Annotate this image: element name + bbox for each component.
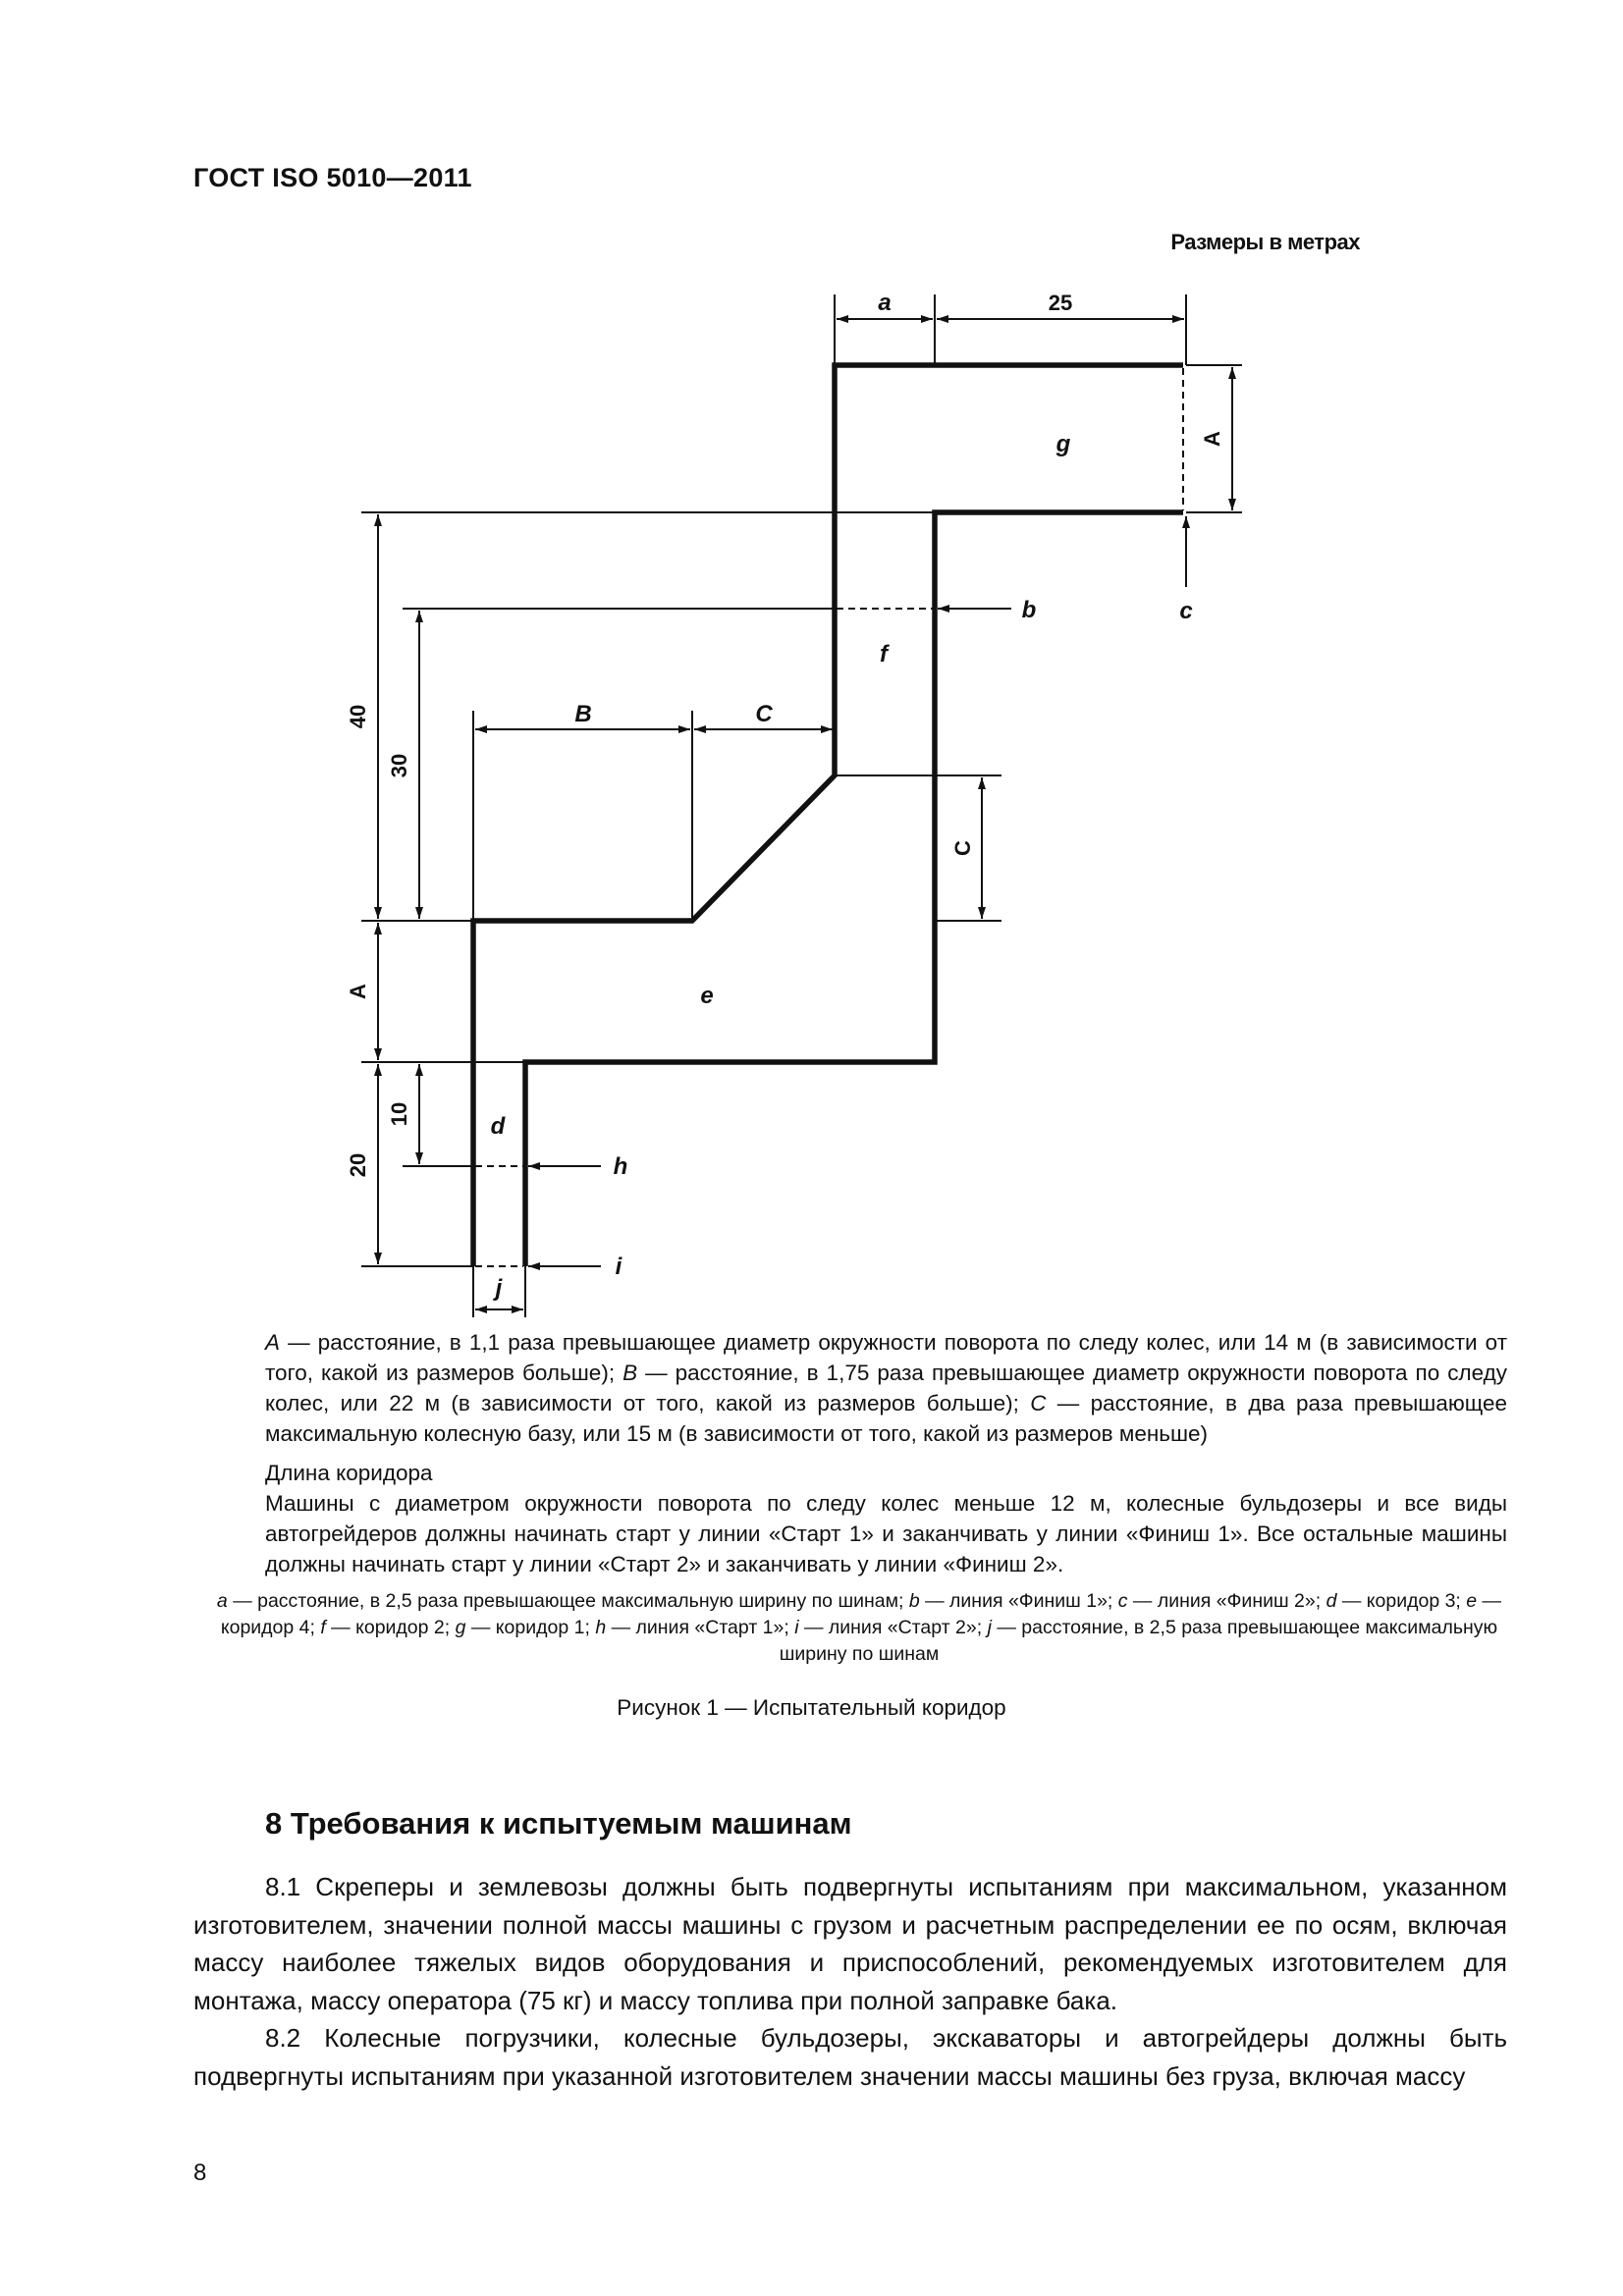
legend-var-B: B <box>622 1361 638 1385</box>
legend-text-B: — расстояние, в 1,75 раза превышающее диаметр окружности поворота по следу колес, или 22 м (в зависимости от того, какой из размеров больше); <box>265 1361 1507 1415</box>
label-d-corridor-3: d <box>490 1113 506 1140</box>
label-g-corridor-1: g <box>1055 431 1071 457</box>
key-text-e: — коридор 4; <box>220 1590 1502 1638</box>
key-var-j: j <box>987 1617 992 1638</box>
dimension-lines <box>378 319 1232 1309</box>
dim-label-B: B <box>574 701 592 727</box>
key-var-h: h <box>595 1617 607 1638</box>
dim-label-A-left: A <box>346 984 370 999</box>
key-var-a: a <box>216 1590 228 1612</box>
dim-label-25: 25 <box>1048 291 1073 315</box>
dim-label-40: 40 <box>346 704 370 729</box>
key-text-d: — коридор 3; <box>1336 1590 1467 1612</box>
figure-keys <box>211 1588 1507 1668</box>
legend-text-C: — расстояние, в два раза превышающее максимальную колесную базу, или 15 м (в зависимости от того, какой из размеров меньше) <box>265 1391 1507 1446</box>
section-title: 8 Требования к испытуемым машинам <box>265 1806 852 1841</box>
dim-label-j: j <box>495 1275 503 1302</box>
legend-text-A: — расстояние, в 1,1 раза превышающее диаметр окружности поворота по следу колес, или 14 м (в зависимости от того, какой из размеров больше); <box>265 1330 1507 1385</box>
label-c-finish-2: c <box>1179 598 1193 624</box>
key-var-e: e <box>1466 1590 1478 1612</box>
key-text-a: — расстояние, в 2,5 раза превышающее максимальную ширину по шинам; <box>227 1590 909 1612</box>
dim-label-A-top: A <box>1200 431 1224 447</box>
dim-label-10: 10 <box>387 1101 411 1127</box>
page-number: 8 <box>193 2160 207 2186</box>
label-e-corridor-4: e <box>700 983 714 1009</box>
key-var-c: c <box>1117 1590 1128 1612</box>
legend-var-C: C <box>1030 1391 1047 1415</box>
figure-caption: Рисунок 1 — Испытательный коридор <box>617 1695 1006 1720</box>
corridor-outline <box>473 365 1183 1266</box>
label-h-start-1: h <box>613 1153 628 1180</box>
section-body <box>193 1868 1507 2095</box>
key-text-c: — линия «Финиш 2»; <box>1127 1590 1322 1612</box>
key-var-b: b <box>908 1590 920 1612</box>
dim-label-20: 20 <box>346 1152 370 1178</box>
key-var-d: d <box>1325 1590 1337 1612</box>
figure-legend <box>265 1327 1507 1449</box>
key-text-h: — линия «Старт 1»; <box>606 1617 795 1638</box>
key-text-j: — расстояние, в 2,5 раза превышающее максимальную ширину по шинам <box>779 1617 1498 1665</box>
key-var-f: f <box>320 1617 326 1638</box>
key-var-g: g <box>455 1617 466 1638</box>
key-text-i: — линия «Старт 2»; <box>798 1617 988 1638</box>
legend-var-A: A <box>265 1330 281 1355</box>
dim-label-a: a <box>878 290 892 316</box>
key-text-g: — коридор 1; <box>465 1617 596 1638</box>
label-b-finish-1: b <box>1021 597 1037 623</box>
corridor-title: Длина коридора <box>265 1461 433 1485</box>
key-text-f: — коридор 2; <box>325 1617 456 1638</box>
dashed-lines <box>475 368 1183 1266</box>
label-i-start-2: i <box>615 1254 622 1280</box>
document-code: ГОСТ ISO 5010—2011 <box>193 163 472 192</box>
key-text-b: — линия «Финиш 1»; <box>919 1590 1118 1612</box>
dim-label-C-top: C <box>755 701 773 727</box>
corridor-length-note <box>265 1458 1507 1579</box>
units-note: Размеры в метрах <box>1170 230 1360 254</box>
dim-label-30: 30 <box>387 753 411 778</box>
key-var-i: i <box>794 1617 799 1638</box>
label-f-corridor-2: f <box>880 641 888 667</box>
paragraph-8-1: 8.1 Скреперы и землевозы должны быть подвергнуты испытаниям при максимальном, указанном изготовителем, значении полной массы машины с грузом и расчетным распределении ее по осям, включая массу наиболее тяжелых видов оборудования и приспособлений, рекомендуемых изготовителем для монтажа, массу оператора (75 кг) и массу топлива при полной заправке бака. <box>193 1872 1507 2015</box>
dim-label-C-side: C <box>950 840 975 856</box>
corridor-text: Машины с диаметром окружности поворота по следу колес меньше 12 м, колесные бульдозеры и все виды автогрейдеров должны начинать старт у линии «Старт 1» и заканчивать у линии «Финиш 1». Все остальные машины должны начинать старт у линии «Старт 2» и заканчивать у линии «Финиш 2». <box>265 1491 1507 1576</box>
paragraph-8-2: 8.2 Колесные погрузчики, колесные бульдозеры, экскаваторы и автогрейдеры должны быть подвергнуты испытаниям при указанной изготовителем значении массы машины без груза, включая массу <box>193 2023 1507 2091</box>
